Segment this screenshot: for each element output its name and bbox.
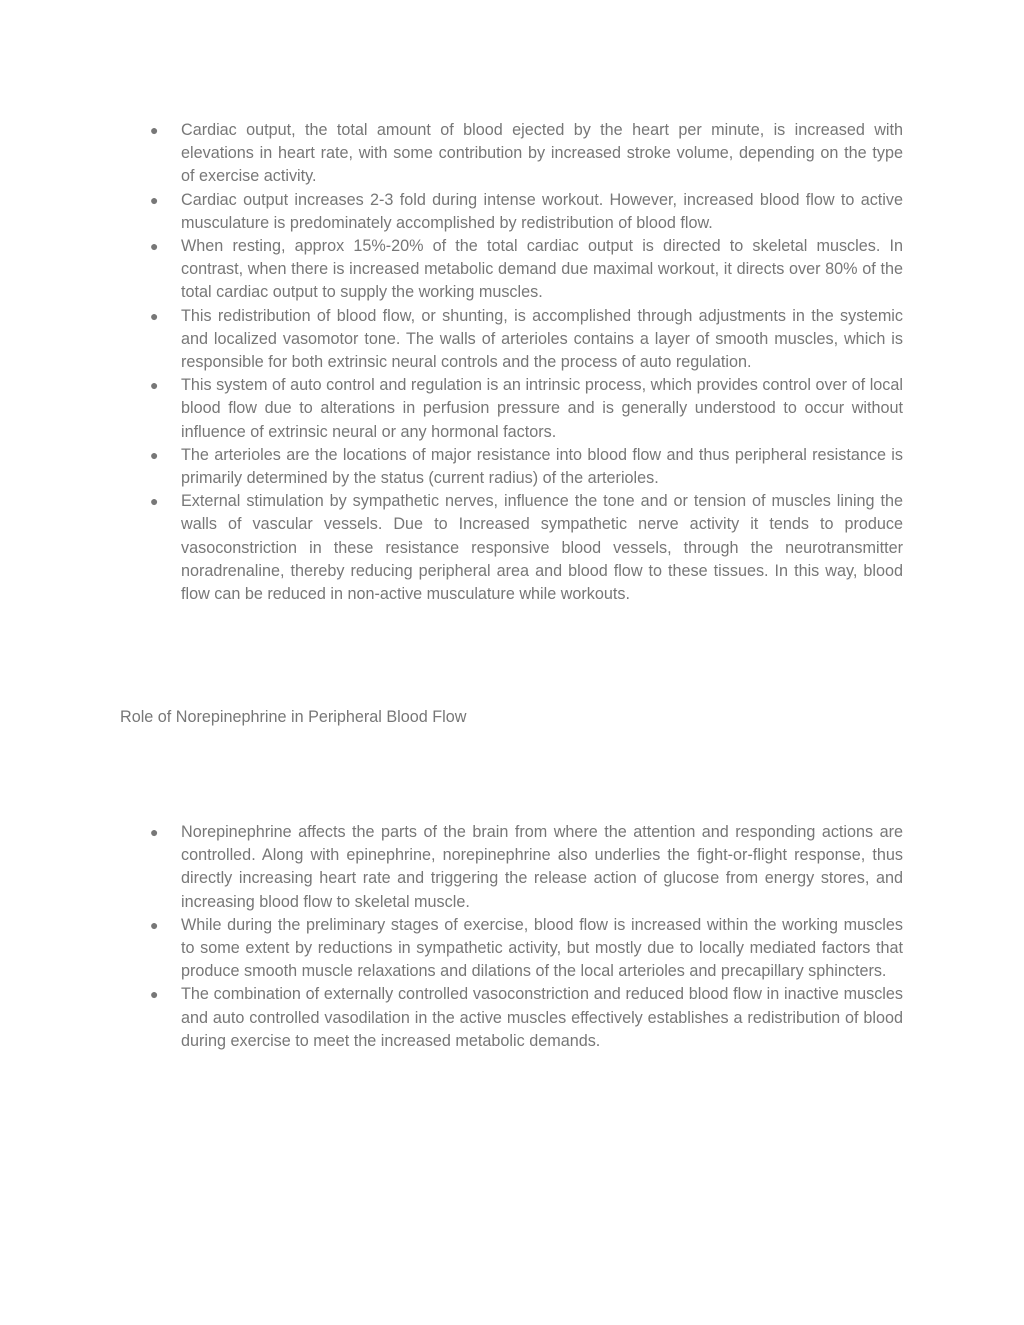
- list-item: [150, 983, 903, 1053]
- bullet-icon: ●: [150, 446, 159, 463]
- bullet-icon: ●: [150, 824, 159, 840]
- cardiac-output-bullet-list: [150, 119, 903, 606]
- section-heading: Role of Norepinephrine in Peripheral Blood Flow: [120, 708, 467, 726]
- norepinephrine-bullet-list: [150, 821, 903, 1053]
- list-item: [150, 444, 903, 490]
- list-item-text: Cardiac output increases 2-3 fold during intense workout. However, increased blood flow to active musculature is predominately accomplished by redistribution of blood flow.: [181, 190, 903, 232]
- list-item-text: The arterioles are the locations of major resistance into blood flow and thus peripheral resistance is primarily determined by the status (current radius) of the arterioles.: [181, 445, 903, 488]
- list-item: [150, 119, 903, 189]
- bullet-icon: ●: [150, 191, 159, 208]
- list-item-text: Cardiac output, the total amount of blood ejected by the heart per minute, is increased with elevations in heart rate, with some contribution by increased stroke volume, depending on the type of exercise activity.: [181, 121, 903, 186]
- list-item-text: Norepinephrine affects the parts of the brain from where the attention and responding actions are controlled. Along with epinephrine, norepinephrine also underlies the fight-or-flight response, thus directly increasing heart rate and triggering the release action of glucose from energy stores, and increasing blood flow to skeletal muscle.: [181, 823, 903, 911]
- list-item-text: The combination of externally controlled vasoconstriction and reduced blood flow in inactive muscles and auto controlled vasodilation in the active muscles effectively establishes a redistribution of blood during exercise to meet the increased metabolic demands.: [181, 985, 903, 1050]
- list-item: [150, 189, 903, 235]
- list-item-text: This system of auto control and regulation is an intrinsic process, which provides control over of local blood flow due to alterations in perfusion pressure and is generally understood to occur without influence of extrinsic neural or any hormonal factors.: [181, 376, 903, 441]
- list-item: [150, 305, 903, 375]
- list-item-text: When resting, approx 15%-20% of the total cardiac output is directed to skeletal muscles. In contrast, when there is increased metabolic demand due maximal workout, it directs over 80% of the total cardiac output to supply the working muscles.: [181, 237, 903, 302]
- list-item: [150, 374, 903, 444]
- bullet-icon: ●: [150, 986, 159, 1003]
- bullet-icon: ●: [150, 916, 159, 933]
- list-item: [150, 914, 903, 984]
- list-item: [150, 821, 903, 914]
- list-item-text: External stimulation by sympathetic nerves, influence the tone and or tension of muscles lining the walls of vascular vessels. Due to Increased sympathetic nerve activity it tends to produce vasoconstriction in these resistance responsive blood vessels, through the neurotransmitter noradrenaline, thereby reducing peripheral area and blood flow to these tissues. In this way, blood flow can be reduced in non-active musculature while workouts.: [181, 492, 903, 604]
- bullet-icon: ●: [150, 493, 159, 510]
- bullet-icon: ●: [150, 377, 159, 394]
- bullet-icon: ●: [150, 122, 159, 138]
- bullet-icon: ●: [150, 238, 159, 255]
- list-item: [150, 235, 903, 305]
- list-item-text: While during the preliminary stages of exercise, blood flow is increased within the working muscles to some extent by reductions in sympathetic activity, but mostly due to locally mediated factors that produce smooth muscle relaxations and dilations of the local arterioles and precapillary sphincters.: [181, 915, 903, 981]
- list-item-text: This redistribution of blood flow, or shunting, is accomplished through adjustments in the systemic and localized vasomotor tone. The walls of arterioles contains a layer of smooth muscles, which is responsible for both extrinsic neural controls and the process of auto regulation.: [181, 306, 903, 372]
- list-item: [150, 490, 903, 606]
- bullet-icon: ●: [150, 307, 159, 324]
